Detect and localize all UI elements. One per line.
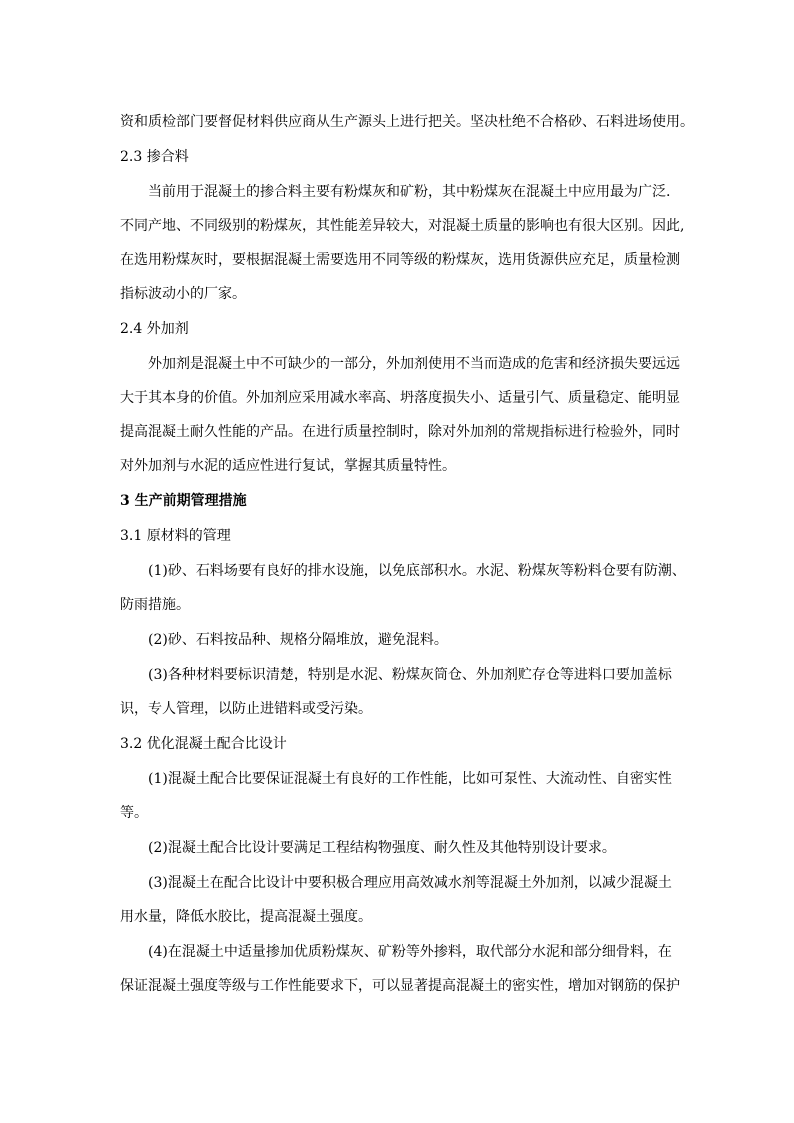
list-item-line: (1)砂、石料场要有良好的排水设施，以免底部积水。水泥、粉煤灰等粉料仓要有防潮、 bbox=[148, 563, 686, 579]
list-item-line: (2)砂、石料按品种、规格分隔堆放，避免混料。 bbox=[148, 632, 448, 648]
paragraph-line: 对外加剂与水泥的适应性进行复试，掌握其质量特性。 bbox=[120, 458, 456, 474]
paragraph-line: 大于其本身的价值。外加剂应采用减水率高、坍落度损失小、适量引气、质量稳定、能明显 bbox=[120, 390, 680, 406]
paragraph-line: 不同产地、不同级别的粉煤灰，其性能差异较大，对混凝土质量的影响也有很大区别。因此, bbox=[120, 218, 685, 234]
list-item-line: 防雨措施。 bbox=[120, 597, 190, 613]
paragraph-line: 提高混凝土耐久性能的产品。在进行质量控制时，除对外加剂的常规指标进行检验外，同时 bbox=[120, 424, 680, 440]
list-item-line: (2)混凝土配合比设计要满足工程结构物强度、耐久性及其他特别设计要求。 bbox=[148, 840, 616, 856]
paragraph-line: 资和质检部门要督促材料供应商从生产源头上进行把关。坚决杜绝不合格砂、石料进场使用。 bbox=[120, 114, 694, 130]
list-item-line: 等。 bbox=[120, 805, 148, 821]
list-item-line: 保证混凝土强度等级与工作性能要求下，可以显著提高混凝土的密实性，增加对钢筋的保护 bbox=[120, 978, 680, 994]
list-item-line: 用水量，降低水胶比，提高混凝土强度。 bbox=[120, 909, 372, 925]
paragraph-line: 在选用粉煤灰时，要根据混凝土需要选用不同等级的粉煤灰，选用货源供应充足，质量检测 bbox=[120, 252, 680, 268]
section-heading: 3.2 优化混凝土配合比设计 bbox=[120, 736, 287, 752]
list-item-line: (1)混凝土配合比要保证混凝土有良好的工作性能，比如可泵性、大流动性、自密实性 bbox=[148, 771, 672, 787]
paragraph-line: 指标波动小的厂家。 bbox=[120, 286, 246, 302]
list-item-line: (3)各种材料要标识清楚，特别是水泥、粉煤灰筒仓、外加剂贮存仓等进料口要加盖标 bbox=[148, 667, 672, 683]
section-heading: 2.4 外加剂 bbox=[120, 321, 189, 337]
chapter-heading: 3 生产前期管理措施 bbox=[120, 493, 247, 509]
section-heading: 3.1 原材料的管理 bbox=[120, 528, 231, 544]
list-item-line: (4)在混凝土中适量掺加优质粉煤灰、矿粉等外掺料，取代部分水泥和部分细骨料，在 bbox=[148, 944, 672, 960]
paragraph-line: 当前用于混凝土的掺合料主要有粉煤灰和矿粉，其中粉煤灰在混凝土中应用最为广泛. bbox=[148, 184, 671, 200]
list-item-line: (3)混凝土在配合比设计中要积极合理应用高效减水剂等混凝土外加剂，以减少混凝土 bbox=[148, 875, 672, 891]
section-heading: 2.3 掺合料 bbox=[120, 149, 189, 165]
list-item-line: 识，专人管理，以防止进错料或受污染。 bbox=[120, 701, 372, 717]
paragraph-line: 外加剂是混凝土中不可缺少的一部分，外加剂使用不当而造成的危害和经济损失要远远 bbox=[148, 356, 680, 372]
